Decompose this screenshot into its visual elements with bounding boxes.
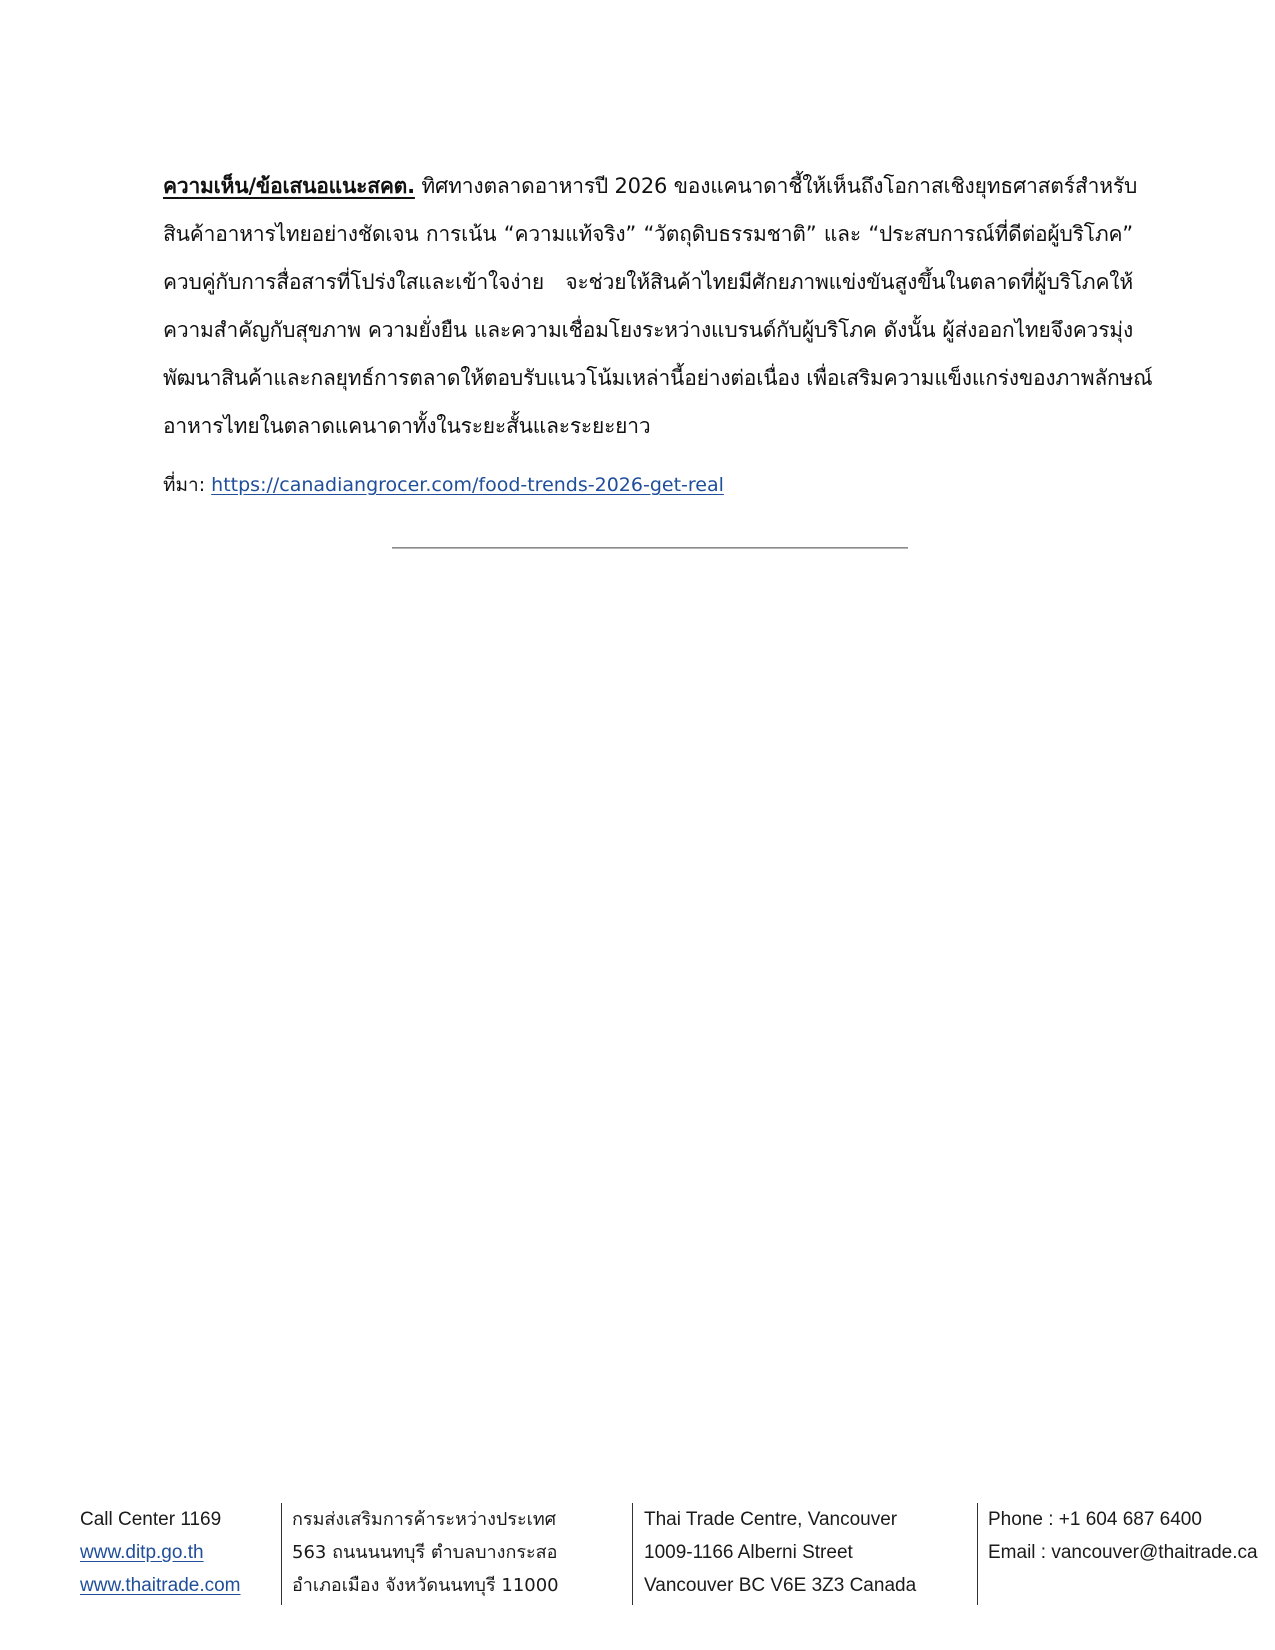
- paragraph-line-6: อาหารไทยในตลาดแคนาดาทั้งในระยะสั้นและระยะยาว: [163, 414, 651, 438]
- ditp-address-line-1: 563 ถนนนนทบุรี ตำบลบางกระสอ: [292, 1542, 558, 1563]
- source-link[interactable]: https://canadiangrocer.com/food-trends-2026-get-real: [211, 474, 724, 496]
- paragraph-line-3: ควบคู่กับการสื่อสารที่โปร่งใสและเข้าใจง่าย จะช่วยให้สินค้าไทยมีศักยภาพแข่งขันสูงขึ้นในตลาดที่ผู้บริโภคให้: [163, 270, 1133, 294]
- email-text: Email : vancouver@thaitrade.ca: [988, 1542, 1258, 1563]
- footer-contact-column: [80, 1503, 241, 1605]
- footer-vancouver-address-column: [644, 1503, 916, 1605]
- phone-text: Phone : +1 604 687 6400: [988, 1509, 1202, 1530]
- ditp-address-line-2: อำเภอเมือง จังหวัดนนทบุรี 11000: [292, 1575, 559, 1596]
- paragraph-line-4: ความสำคัญกับสุขภาพ ความยั่งยืน และความเชื่อมโยงระหว่างแบรนด์กับผู้บริโภค ดังนั้น ผู้ส่งออกไทยจึงควรมุ่ง: [163, 318, 1133, 342]
- ditp-website-link[interactable]: www.ditp.go.th: [80, 1542, 204, 1563]
- source-citation: [163, 470, 724, 500]
- footer-ditp-address-column: [292, 1503, 559, 1605]
- section-separator: [392, 547, 908, 549]
- call-center-text: Call Center 1169: [80, 1509, 222, 1530]
- paragraph-line-5: พัฒนาสินค้าและกลยุทธ์การตลาดให้ตอบรับแนวโน้มเหล่านี้อย่างต่อเนื่อง เพื่อเสริมความแข็งแกร่งของภาพลักษณ์: [163, 366, 1153, 390]
- source-label: ที่มา:: [163, 474, 212, 496]
- section-heading: ความเห็น/ข้อเสนอแนะสคต.: [163, 174, 415, 198]
- paragraph-line-1: [163, 162, 1138, 210]
- recommendation-paragraph: [163, 162, 1153, 450]
- footer-divider-3: [977, 1503, 978, 1605]
- footer-divider-1: [281, 1503, 282, 1605]
- office-address-line-1: 1009-1166 Alberni Street: [644, 1542, 853, 1563]
- paragraph-line-2: สินค้าอาหารไทยอย่างชัดเจน การเน้น “ความแท้จริง” “วัตถุดิบธรรมชาติ” และ “ประสบการณ์ที่ดีต่อผู้บริโภค”: [163, 222, 1133, 246]
- thaitrade-website-link[interactable]: www.thaitrade.com: [80, 1575, 241, 1596]
- office-name: Thai Trade Centre, Vancouver: [644, 1509, 898, 1530]
- ditp-name: กรมส่งเสริมการค้าระหว่างประเทศ: [292, 1509, 557, 1530]
- footer-divider-2: [632, 1503, 633, 1605]
- footer-phone-email-column: [988, 1503, 1258, 1605]
- office-address-line-2: Vancouver BC V6E 3Z3 Canada: [644, 1575, 917, 1596]
- paragraph-text-1: ทิศทางตลาดอาหารปี 2026 ของแคนาดาชี้ให้เห็นถึงโอกาสเชิงยุทธศาสตร์สำหรับ: [414, 174, 1138, 198]
- page-footer: [0, 1503, 1275, 1605]
